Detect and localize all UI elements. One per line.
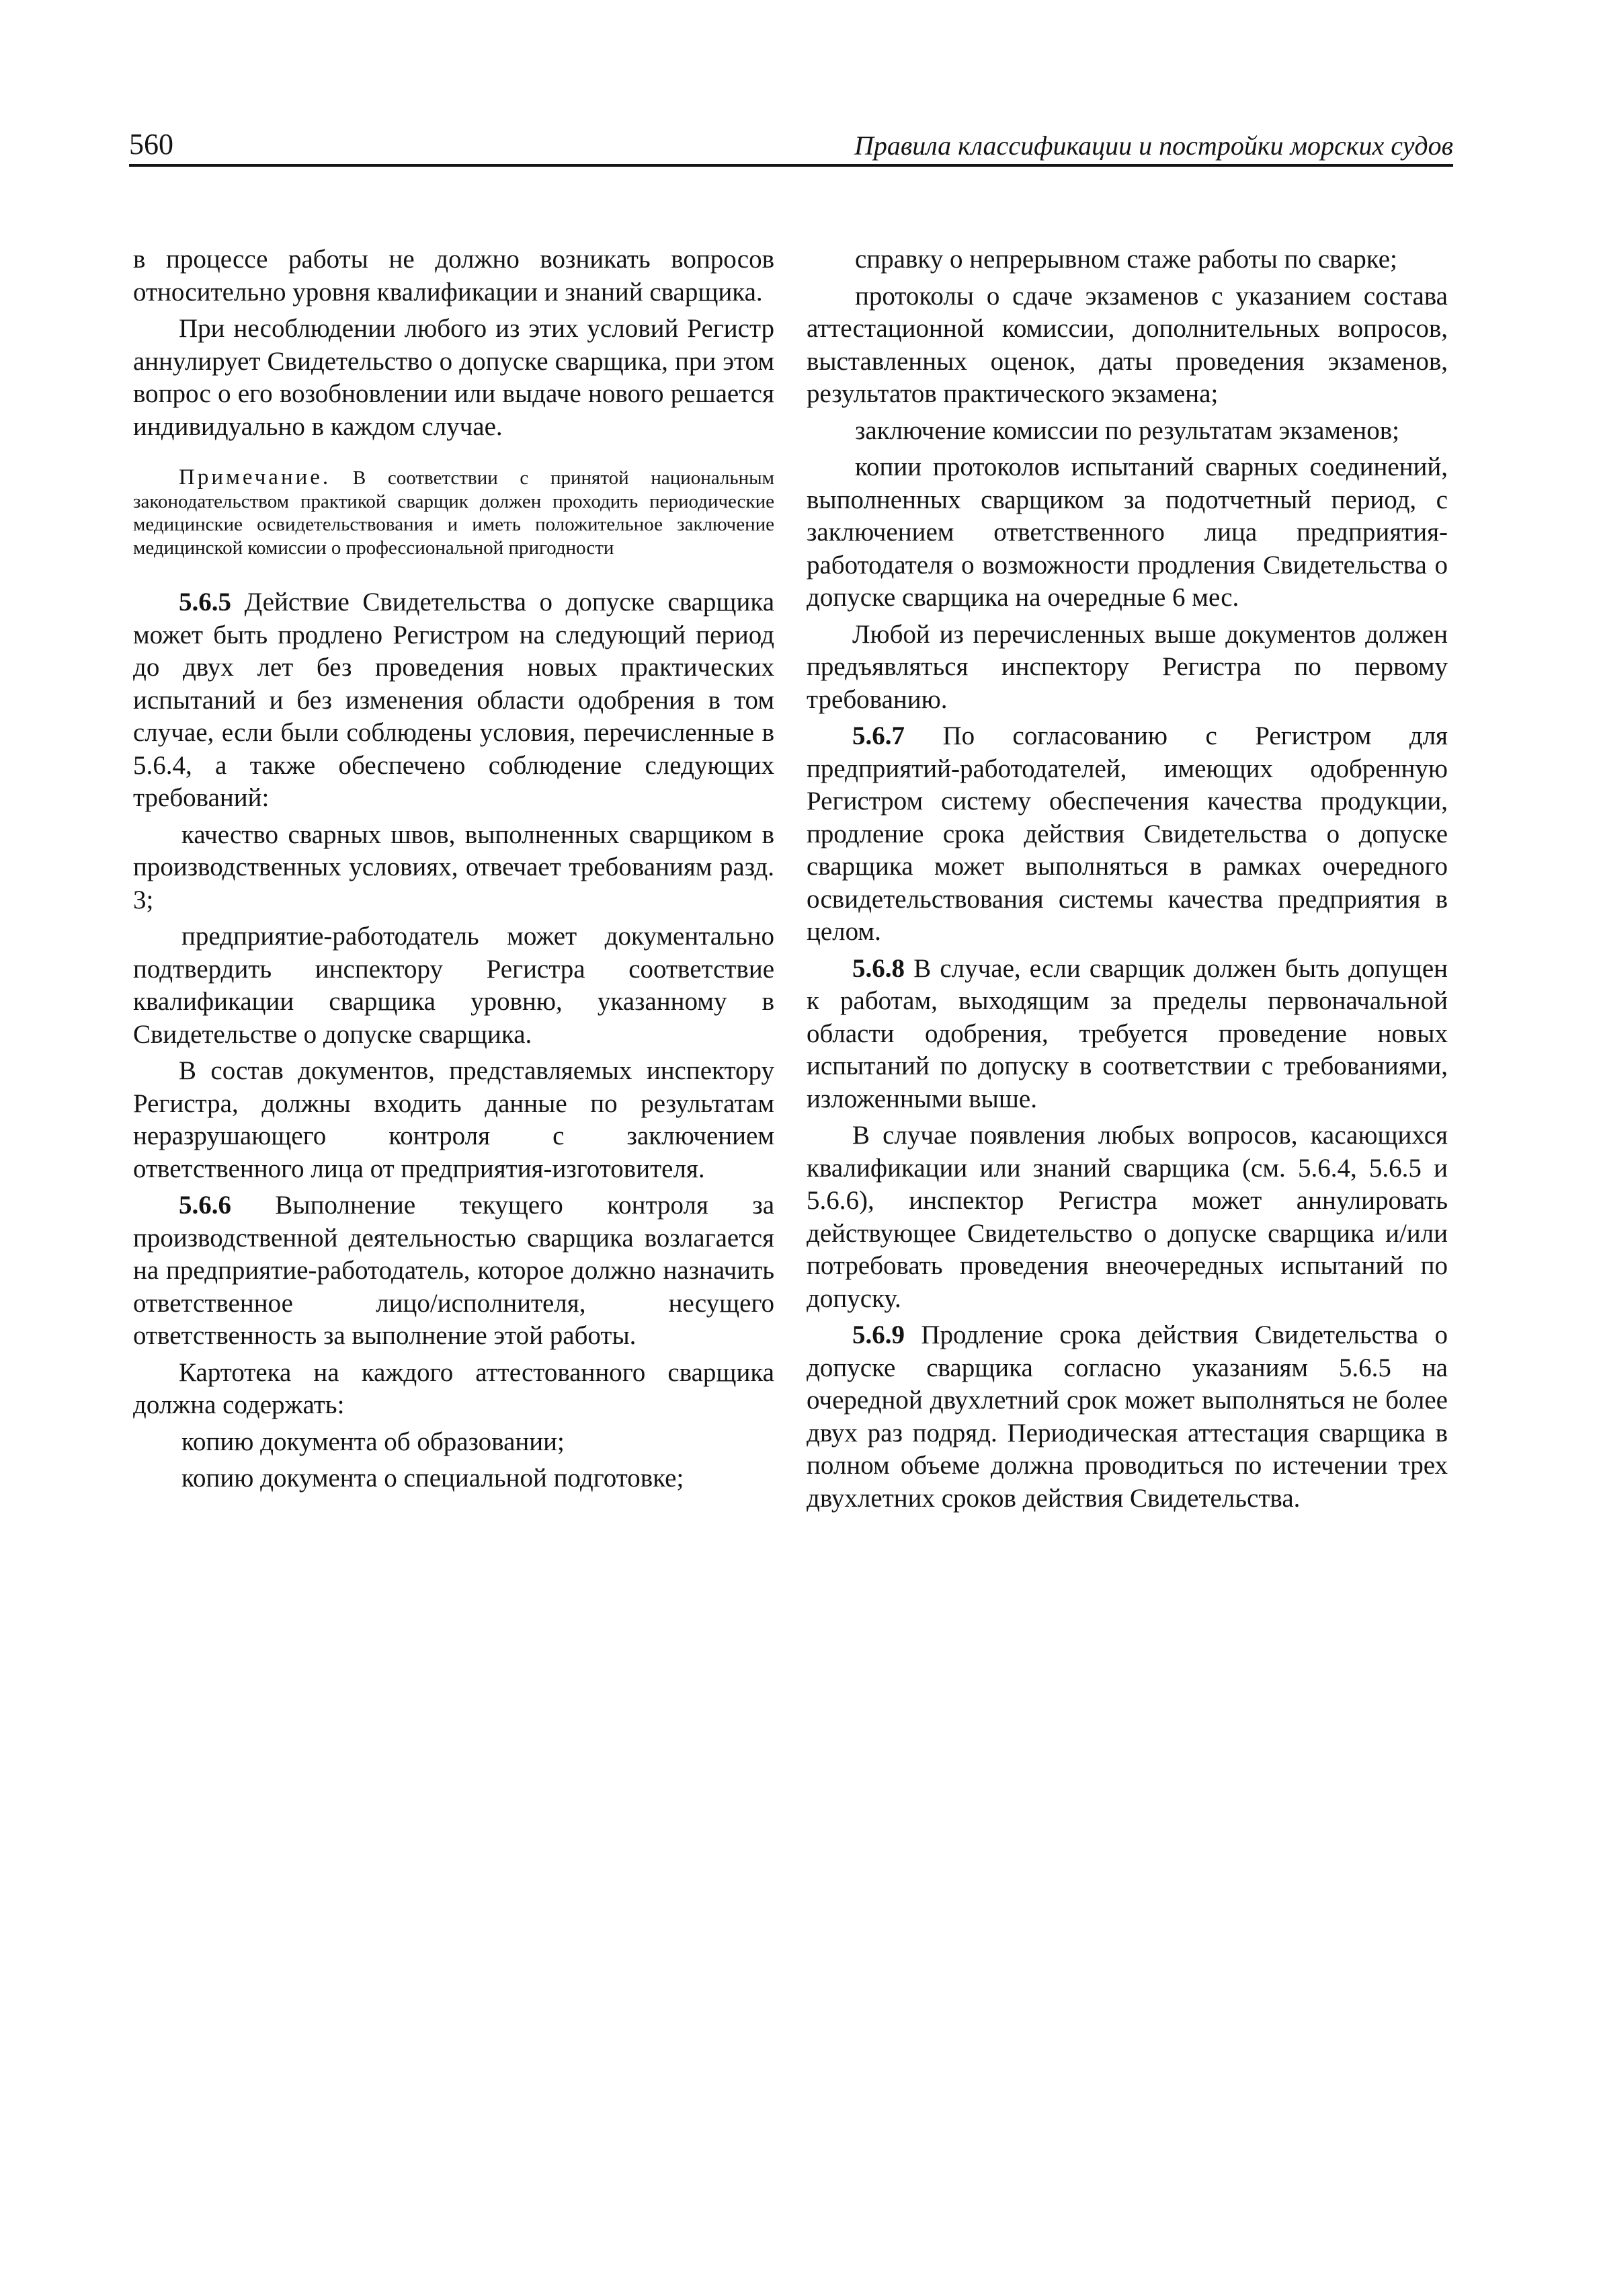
note <box>133 466 774 559</box>
list-item: копию документа о специальной подготовке; <box>181 1464 684 1493</box>
section-number: 5.6.7 <box>852 721 905 750</box>
section-5-6-5 <box>133 586 774 815</box>
section-text: В случае, если сварщик должен быть допущен к работам, выходящим за пределы первоначальной области одобрения, требуется проведение новых испытаний по допуску в соответствии с требованиями, изложенными выше. <box>807 953 1448 1113</box>
paragraph-questions: В случае появления любых вопросов, касающихся квалификации или знаний сварщика (см. 5.6.4, 5.6.5 и 5.6.6), инспектор Регистра может аннулировать действующее Свидетельство о допуске сварщика и/или потребовать проведения внеочередных испытаний по допуску. <box>807 1121 1448 1313</box>
section-5-6-8 <box>807 953 1448 1116</box>
section-number: 5.6.8 <box>852 953 905 983</box>
section-number: 5.6.9 <box>852 1320 905 1349</box>
header-rule <box>129 164 1453 167</box>
paragraph-continuation: в процессе работы не должно возникать вопросов относительно уровня квалификации и знаний сварщика. <box>133 245 774 307</box>
section-text: Продление срока действия Свидетельства о допуске сварщика согласно указаниям 5.6.5 на очередной двухлетний срок может выполняться не более двух раз подряд. Периодическая аттестация сварщика в полном объеме должна проводиться по истечении трех двухлетних сроков действия Свидетельства. <box>807 1320 1448 1513</box>
running-title: Правила классификации и постройки морских судов <box>854 130 1453 161</box>
list-item: справку о непрерывном стаже работы по сварке; <box>855 245 1397 274</box>
section-text: По согласованию с Регистром для предприятий-работодателей, имеющих одобренную Регистром систему обеспечения качества продукции, продление срока действия Свидетельства о допуске сварщика может выполняться в рамках очередного освидетельствования системы качества предприятия в целом. <box>807 721 1448 946</box>
list-item: заключение комиссии по результатам экзаменов; <box>855 415 1400 445</box>
right-column <box>807 243 1448 1519</box>
list-item: качество сварных швов, выполненных сварщиком в производственных условиях, отвечает требованиям разд. 3; <box>133 820 774 914</box>
section-5-6-6 <box>133 1189 774 1353</box>
page-number: 560 <box>129 128 173 161</box>
section-text: Выполнение текущего контроля за производственной деятельностью сварщика возлагается на предприятие-работодатель, которое должно назначить ответственное лицо/исполнителя, несущего ответственность за выполнение этой работы. <box>133 1191 775 1350</box>
paragraph-annulment: При несоблюдении любого из этих условий Регистр аннулирует Свидетельство о допуске сварщика, при этом вопрос о его возобновлении или выдаче нового решается индивидуально в каждом случае. <box>133 314 774 441</box>
note-label: Примечание. <box>179 465 331 489</box>
section-5-6-7 <box>807 720 1448 949</box>
paragraph-documents: В состав документов, представляемых инспектору Регистра, должны входить данные по результатам неразрушающего контроля с заключением ответственного лица от предприятия-изготовителя. <box>133 1056 774 1183</box>
section-text: Действие Свидетельства о допуске сварщика может быть продлено Регистром на следующий период до двух лет без проведения новых практических испытаний и без изменения области одобрения в том случае, если были соблюдены условия, перечисленные в 5.6.4, а также обеспечено соблюдение следующих требований: <box>133 588 775 812</box>
paragraph-card-file: Картотека на каждого аттестованного сварщика должна содержать: <box>133 1357 774 1419</box>
note-text: В соответствии с принятой национальным законодательством практикой сварщик должен проходить периодические медицинские освидетельствования и иметь положительное заключение медицинской комиссии о профессиональной пригодности <box>133 467 774 559</box>
list-item: предприятие-работодатель может документально подтвердить инспектору Регистра соответствие квалификации сварщика уровню, указанному в Свидетельстве о допуске сварщика. <box>133 922 774 1049</box>
list-item: копии протоколов испытаний сварных соединений, выполненных сварщиком за подотчетный период, с заключением ответственного лица предприятия-работодателя о возможности продления Свидетельства о допуске сварщика на очередные 6 мес. <box>807 452 1448 612</box>
section-5-6-9 <box>807 1319 1448 1515</box>
list-item: копию документа об образовании; <box>181 1427 565 1456</box>
paragraph-any-document: Любой из перечисленных выше документов должен предъявляться инспектору Регистра по первому требованию. <box>807 619 1448 714</box>
left-column <box>133 243 774 1499</box>
list-item: протоколы о сдаче экзаменов с указанием состава аттестационной комиссии, дополнительных вопросов, выставленных оценок, даты проведения экзаменов, результатов практического экзамена; <box>807 281 1448 408</box>
section-number: 5.6.5 <box>179 588 231 617</box>
section-number: 5.6.6 <box>179 1191 231 1220</box>
page-header <box>129 125 1453 168</box>
